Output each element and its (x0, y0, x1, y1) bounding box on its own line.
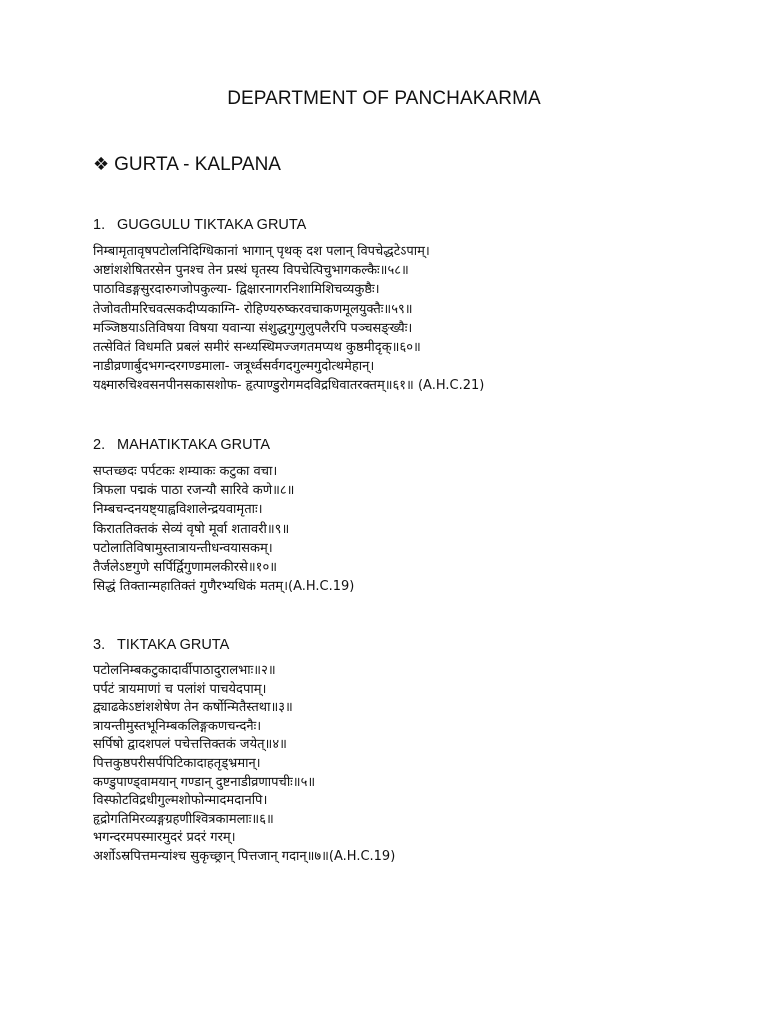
verse-line: निम्बचन्दनयष्ट्याह्वविशालेन्द्रयवामृताः। (93, 502, 263, 518)
verse-line: पटोलातिविषामुस्तात्रायन्तीधन्वयासकम्। (93, 540, 273, 556)
verse-line: पटोलनिम्बकटुकादार्वीपाठादुरालभाः॥२॥ (93, 663, 276, 678)
verse-block (93, 242, 753, 396)
verse-line: पर्पटं त्रायमाणां च पलांशं पाचयेदपाम्। (93, 681, 267, 697)
verse-block (93, 662, 753, 867)
recipe-heading (93, 214, 753, 236)
verse-line: तैर्जलेऽष्टगुणे सर्पिर्द्विगुणामलकीरसे॥१०॥ (93, 559, 277, 575)
recipe-heading-text: MAHATIKTAKA GRUTA (117, 437, 271, 453)
verse-line: नाडीव्रणार्बुदभगन्दरगण्डमाला- जत्रूर्ध्वसर्वगदगुल्मगुदोत्थमेहान्। (93, 359, 375, 375)
recipe-heading-text: GUGGULU TIKTAKA GRUTA (117, 217, 307, 233)
verse-line: सप्तच्छदः पर्पटकः शम्याकः कटुका वचा। (93, 464, 278, 479)
document-title: DEPARTMENT OF PANCHAKARMA (227, 88, 541, 109)
recipe-heading (93, 434, 753, 456)
verse-line: कण्डुपाण्ड्वामयान् गण्डान् दुष्टनाडीव्रणापचीः॥५॥ (93, 774, 316, 790)
verse-line: तेजोवतीमरिचवत्सकदीप्यकाग्नि- रोहिण्यरुष्करवचाकणमूलयुक्तैः॥५९॥ (93, 301, 413, 317)
recipe-heading-text: TIKTAKA GRUTA (117, 637, 230, 653)
verse-line: सर्पिषो द्वादशपलं पचेत्तत्तिक्तकं जयेत्॥४॥ (93, 737, 287, 753)
verse-line: पित्तकुष्ठपरीसर्पपिटिकादाहतृड्भ्रमान्। (93, 755, 261, 771)
verse-line: पाठाविडङ्गसुरदारुगजोपकुल्या- द्विक्षारनागरनिशामिशिचव्यकुष्ठैः। (93, 282, 380, 298)
verse-line: त्रायन्तीमुस्तभूनिम्बकलिङ्गकणचन्दनैः। (93, 718, 262, 734)
section-heading (93, 154, 281, 176)
verse-line: भगन्दरमपस्मारमुदरं प्रदरं गरम्। (93, 830, 236, 846)
recipe-guggulu-tiktaka-gruta (93, 214, 753, 396)
verse-line: विस्फोटविद्रधीगुल्मशोफोन्मादमदानपि। (93, 793, 268, 809)
verse-line: किराततिक्तकं सेव्यं वृषो मूर्वा शतावरी॥९॥ (93, 521, 290, 537)
verse-line: अर्शोऽस्रपित्तमन्यांश्च सुकृच्छ्रान् पित्तजान् गदान्॥७॥(A.H.C.19) (93, 848, 396, 864)
verse-line: सिद्धं तिक्तान्महातिक्तं गुणैरभ्यधिकं मतम्।(A.H.C.19) (93, 579, 355, 595)
diamond-bullet-icon: ❖ (93, 154, 110, 175)
verse-line: यक्ष्मारुचिश्वसनपीनसकासशोफ- हृत्पाण्डुरोगमदविद्रधिवातरक्तम्॥६१॥ (A.H.C.21) (93, 378, 485, 394)
verse-line: त्रिफला पद्मकं पाठा रजन्यौ सारिवे कणे॥८॥ (93, 483, 295, 499)
verse-block (93, 462, 753, 596)
verse-line: अष्टांशशेषितरसेन पुनश्च तेन प्रस्थं घृतस्य विपचेत्पिचुभागकल्कैः॥५८॥ (93, 263, 409, 279)
verse-line: हृद्रोगतिमिरव्यङ्गग्रहणीश्वित्रकामलाः॥६॥ (93, 811, 274, 827)
verse-line: तत्सेवितं विधमति प्रबलं समीरं सन्ध्यस्थिमज्जगतमप्यथ कुष्ठमीदृक्॥६०॥ (93, 339, 421, 355)
recipe-tiktaka-gruta (93, 634, 753, 867)
recipe-number: 3. (93, 637, 106, 653)
recipe-number: 1. (93, 217, 106, 233)
verse-line: द्व्याढकेऽष्टांशशेषेण तेन कर्षोन्मितैस्तथा॥३॥ (93, 700, 293, 716)
section-heading-text: GURTA - KALPANA (114, 154, 281, 175)
verse-line: मञ्जिष्ठयाऽतिविषया विषया यवान्या संशुद्धगुग्गुलुपलैरपि पञ्चसङ्ख्यैः। (93, 320, 413, 336)
verse-line: निम्बामृतावृषपटोलनिदिग्धिकानां भागान् पृथक् दश पलान् विपचेद्धटेऽपाम्। (93, 244, 430, 259)
recipe-heading (93, 634, 753, 656)
recipe-mahatiktaka-gruta (93, 434, 753, 596)
recipe-number: 2. (93, 437, 106, 453)
